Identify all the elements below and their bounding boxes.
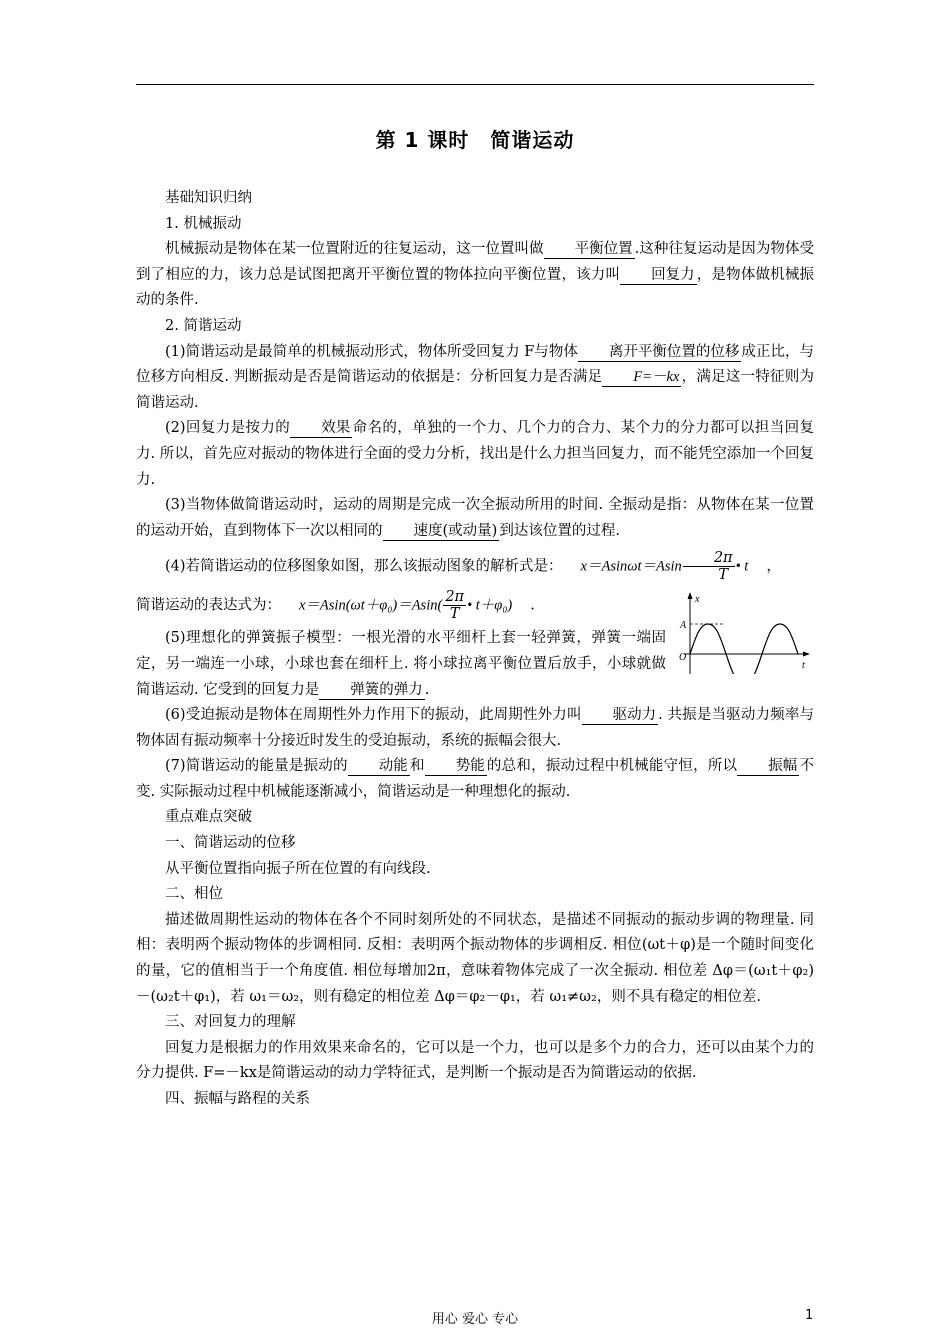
blank-answer: 离开平衡位置的位移 (578, 343, 742, 362)
text: 到达该位置的过程. (499, 522, 620, 539)
blank-answer: F=－kx (602, 368, 681, 387)
text: 简谐运动的表达式为： (136, 597, 281, 614)
text: 机械振动是物体在某一位置附近的往复运动，这一位置叫做 (165, 241, 544, 258)
blank-answer: 速度(或动量) (383, 522, 500, 541)
blank-answer: 回复力 (620, 266, 697, 285)
text: .这种往复运动是因为物体受到了相应的力，该力总是试图把离开平衡位置的物体拉向平衡位置，该力叫 (136, 241, 815, 283)
formula: x＝Asin(ωt＋φ₀)＝Asin( (299, 597, 443, 614)
sine-graph (678, 590, 812, 674)
para-7 (136, 754, 814, 805)
text: (3)当物体做简谐运动时，运动的周期是完成一次全振动所用的时间. 全振动是指：从物体在某一位置的运动开始，直到物体下一次以相同的 (136, 497, 814, 539)
blank-answer: 平衡位置 (544, 240, 635, 259)
text: ，是物体做机械振动的条件. (136, 266, 815, 309)
heading-k4: 四、振幅与路程的关系 (165, 1091, 310, 1107)
formula: • t＋φ₀) (467, 597, 513, 614)
para-k3: 回复力是根据力的作用效果来命名的，它可以是一个力，也可以是多个力的合力，还可以由某个力的分力提供. F=－kx是简谐运动的动力学特征式，是判断一个振动是否为简谐运动的依据. (136, 1039, 814, 1082)
fraction-den: T (449, 606, 460, 623)
text: . (530, 597, 535, 614)
text: (6)受迫振动是物体在周期性外力作用下的振动，此周期性外力叫 (165, 707, 582, 724)
fraction-num: 2π (683, 550, 735, 567)
text: (5)理想化的弹簧振子模型：一根光滑的水平细杆上套一轻弹簧，弹簧一端固定，另一端连一小球，小球也套在细杆上. 将小球拉离平衡位置后放手，小球就做简谐运动. 它受到的回复力是 (136, 630, 666, 698)
blank-answer: 势能 (425, 757, 487, 776)
page-number: 1 (805, 1308, 814, 1323)
t-axis-arrow (803, 652, 810, 657)
para-k1: 从平衡位置指向振子所在位置的有向线段. (165, 860, 431, 877)
heading-k3: 三、对回复力的理解 (165, 1014, 296, 1031)
graph-o-label: O (679, 652, 687, 663)
para-s1 (136, 237, 814, 314)
fraction (683, 550, 735, 583)
para-2 (136, 416, 814, 493)
graph-x-label: x (695, 594, 700, 605)
text: (7)简谐运动的能量是振动的 (165, 758, 348, 775)
fraction (443, 589, 466, 622)
blank-answer: 驱动力 (582, 706, 659, 725)
text: 不变. 实际振动过程中机械能逐渐减小，简谐运动是一种理想化的振动. (136, 758, 815, 800)
text: (4)若简谐运动的位移图象如图，那么该振动图象的解析式是： (165, 558, 563, 575)
sine-curve (690, 624, 798, 674)
heading-k2: 二、相位 (165, 886, 223, 903)
para-4 (136, 550, 814, 583)
heading-k1: 一、简谐运动的位移 (165, 835, 296, 852)
x-axis-arrow (688, 592, 693, 599)
fraction-num: 2π (445, 589, 465, 606)
para-6 (136, 703, 814, 754)
formula: x＝Asinωt＝Asin (580, 558, 682, 575)
fraction-den: T (718, 567, 729, 584)
text: (2)回复力是按力的 (165, 420, 291, 437)
footer-text: 用心 爱心 专心 (431, 1312, 519, 1327)
text: 成正比，与位移方向相反. 判断振动是否是简谐运动的依据是：分析回复力是否满足 (136, 343, 814, 386)
para-5 (136, 626, 666, 703)
text: . 共振是当驱动力频率与物体固有振动频率十分接近时发生的受迫振动，系统的振幅会很大. (136, 707, 814, 749)
text: 命名的，单独的一个力、几个力的合力、某个力的分力都可以担当回复力. 所以，首先应对振动的物体进行全面的受力分析，找出是什么力担当回复力，而不能凭空添加一个回复力. (136, 420, 814, 488)
para-3 (136, 493, 814, 544)
text: ，满足这一特征则为简谐运动. (136, 369, 815, 411)
page-title: 第 1 课时 简谐运动 (375, 128, 575, 152)
heading-s1: 1. 机械振动 (165, 215, 242, 232)
header-rule (136, 84, 814, 85)
para-1 (136, 340, 814, 417)
text: 的总和，振动过程中机械能守恒，所以 (486, 758, 738, 775)
graph-a-label: A (680, 620, 687, 631)
text: . (424, 681, 430, 698)
heading-basic: 基础知识归纳 (165, 190, 252, 206)
para-k2: 描述做周期性运动的物体在各个不同时刻所处的不同状态，是描述不同振动的振动步调的物理量. 同相：表明两个振动物体的步调相同. 反相：表明两个振动物体的步调相反. 相位(ωt＋φ)是一个随时间变化的量，它的值相当于一个角度值. 相位每增加2π，意味着物体完成了一次全振动. 相位差 Δφ＝(ω₁t＋φ₂)－(ω₂t＋φ₁)，若 ω₁＝ω₂，则有稳定的相位差 Δφ＝φ₂－φ₁，若 ω₁≠ω₂，则不具有稳定的相位差. (136, 911, 814, 1005)
text: (1)简谐运动是最简单的机械振动形式，物体所受回复力 F与物体 (165, 343, 578, 360)
heading-key: 重点难点突破 (165, 809, 252, 826)
blank-answer: 效果 (290, 419, 352, 438)
blank-answer: 弹簧的弹力 (319, 681, 425, 700)
blank-answer: 振幅 (737, 757, 799, 776)
formula: • t (735, 558, 749, 575)
text: 和 (409, 758, 425, 775)
heading-s2: 2. 简谐运动 (165, 317, 242, 334)
graph-t-label: t (802, 660, 805, 671)
blank-answer: 动能 (348, 757, 410, 776)
text: ， (766, 558, 781, 575)
